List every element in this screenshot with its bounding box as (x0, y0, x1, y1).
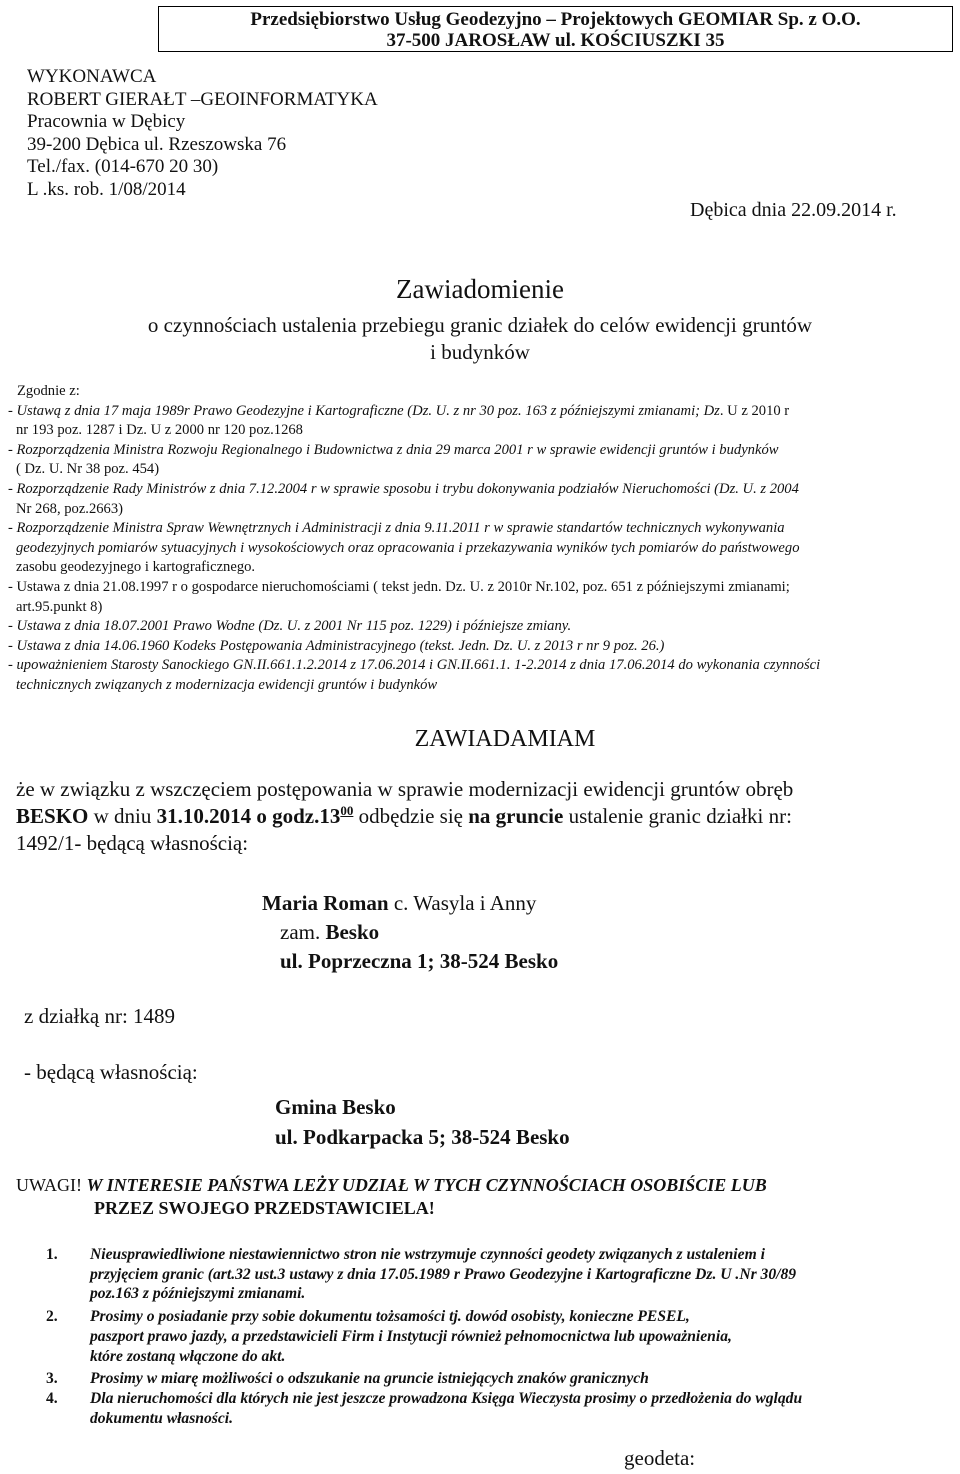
note-number: 4. (46, 1389, 58, 1407)
contractor-ref: L .ks. rob. 1/08/2014 (27, 178, 186, 200)
owner-1-parents: c. Wasyla i Anny (393, 891, 537, 915)
owner-1-town: Besko (325, 920, 380, 944)
contractor-phone: Tel./fax. (014-670 20 30) (27, 156, 219, 178)
legal-item-5: - Ustawa z dnia 21.08.1997 r o gospodarce nieruchomościami ( tekst jedn. Dz. U. z 2010r Nr.102, poz. 651 z późniejszymi zmianami; (8, 578, 790, 595)
note-number: 1. (46, 1246, 58, 1263)
legal-item-1-cont: nr 193 poz. 1287 i Dz. U z 2000 nr 120 poz.1268 (16, 422, 303, 439)
contractor-name: ROBERT GIERAŁT –GEOINFORMATYKA (27, 88, 378, 110)
legal-item-8-cont: technicznych związanych z modernizacja ewidencji gruntów i budynków (16, 676, 438, 693)
owner-2-street: ul. Podkarpacka 5; 38-524 Besko (275, 1125, 570, 1149)
subtitle-line2: i budynków (430, 340, 530, 364)
note-line: Prosimy w miarę możliwości o odszukanie na gruncie istniejących znaków granicznych (90, 1370, 649, 1388)
owner-2-name: Gmina Besko (275, 1095, 396, 1119)
company-header (158, 6, 953, 52)
legal-item-4-cont: geodezyjnych pomiarów sytuacyjnych i wysokościowych oraz opracowania i przekazywania wyników tych pomiarów do państwowego (16, 539, 800, 556)
body-minutes: 00 (340, 803, 354, 818)
signature-label: geodeta: (624, 1446, 696, 1470)
note-line: Prosimy o posiadanie przy sobie dokumentu tożsamości tj. dowód osobisty, konieczne PESEL, (90, 1308, 690, 1326)
document-subtitle (0, 312, 960, 366)
legal-item-2-cont: ( Dz. U. Nr 38 poz. 454) (16, 461, 160, 478)
legal-item-4: - Rozporządzenie Ministra Spraw Wewnętrznych i Administracji z dnia 9.11.2011 r w sprawie standartów technicznych wykonywania (8, 520, 785, 537)
warning-line1: W INTERESIE PAŃSTWA LEŻY UDZIAŁ W TYCH CZYNNOŚCIACH OSOBIŚCIE LUB (86, 1175, 767, 1195)
owner-1-res-label: zam. (280, 920, 321, 944)
company-name: Przedsiębiorstwo Usług Geodezyjno – Projektowych GEOMIAR Sp. z O.O. (250, 9, 861, 30)
note-line: poz.163 z późniejszymi zmianami. (90, 1285, 306, 1303)
notes-list (46, 1245, 950, 1428)
document-title: Zawiadomienie (396, 274, 564, 304)
warning-line2: PRZEZ SWOJEGO PRZEDSTAWICIELA! (94, 1198, 435, 1218)
note-line: Nieusprawiedliwione niestawiennictwo stron nie wstrzymuje czynności geodety związanych z ustaleniem i (90, 1246, 765, 1263)
note-line: dokumentu własności. (90, 1409, 233, 1427)
legal-item-1 (8, 402, 950, 422)
note-line: przyjęciem granic (art.32 ust.3 ustawy z dnia 17.05.1989 r Prawo Geodezyjne i Kartograficzne Dz. U .Nr 30/89 (90, 1265, 797, 1283)
body-takes-place: odbędzie się (358, 804, 463, 828)
legal-basis (8, 382, 950, 696)
legal-item-7: - Ustawa z dnia 14.06.1960 Kodeks Postępowania Administracyjnego (tekst. Jedn. Dz. U. z 2013 r nr 9 poz. 26.) (8, 637, 665, 654)
contractor-label: WYKONAWCA (27, 66, 157, 87)
subtitle-line1: o czynnościach ustalenia przebiegu granic działek do celów ewidencji gruntów (147, 313, 813, 337)
body-plot1: 1492/1- będącą własnością: (16, 831, 249, 855)
body-on-site: na gruncie (468, 804, 564, 828)
legal-item-6: - Ustawa z dnia 18.07.2001 Prawo Wodne (Dz. U. z 2001 Nr 115 poz. 1229) i późniejsze zmiany. (8, 618, 572, 635)
legal-item-4-cont2: zasobu geodezyjnego i kartograficznego. (16, 559, 256, 576)
contractor-block (27, 66, 378, 202)
owner-1-street: ul. Poprzeczna 1; 38-524 Besko (280, 949, 559, 973)
note-item (46, 1389, 950, 1428)
note-line: Dla nieruchomości dla których nie jest jeszcze prowadzona Księga Wieczysta prosimy o przedłożenia do wglądu (90, 1389, 803, 1407)
company-address: 37-500 JAROSŁAW ul. KOŚCIUSZKI 35 (386, 30, 725, 51)
contractor-address: 39-200 Dębica ul. Rzeszowska 76 (27, 133, 287, 155)
notice-body (16, 776, 950, 857)
legal-item-5-cont: art.95.punkt 8) (16, 598, 103, 615)
owner-2 (275, 1092, 570, 1152)
note-item (46, 1307, 950, 1366)
body-part2: ustalenie granic działki nr: (568, 804, 792, 828)
warning-label: UWAGI! (16, 1175, 82, 1195)
legal-item-8: - upoważnieniem Starosty Sanockiego GN.II.661.1.2.2014 z 17.06.2014 i GN.II.661.1. 1-2.2014 z dnia 17.06.2014 do wykonania czynności (8, 657, 821, 674)
body-place: BESKO (16, 804, 89, 828)
owned-by-label: - będącą własnością: (24, 1060, 198, 1084)
document-date: Dębica dnia 22.09.2014 r. (690, 199, 897, 221)
legal-item-3: - Rozporządzenie Rady Ministrów z dnia 7.12.2004 r w sprawie sposobu i trybu dokonywania podziałów Nieruchomości (Dz. U. z 2004 (8, 480, 799, 497)
legal-item-1-tail: . U z 2010 r (719, 402, 790, 419)
note-line: paszport prawo jazdy, a przedstawicieli Firm i Instytucji również pełnomocnictwa lub upoważnienia, (90, 1327, 732, 1345)
plot-2: z działką nr: 1489 (24, 1004, 176, 1028)
body-line2 (16, 803, 950, 830)
legal-item-3-cont: Nr 268, poz.2663) (16, 500, 124, 517)
legal-item-2: - Rozporządzenia Ministra Rozwoju Regionalnego i Budownictwa z dnia 29 marca 2001 r w sprawie ewidencji gruntów i budynków (8, 441, 779, 458)
note-number: 2. (46, 1308, 58, 1326)
body-line1: że w związku z wszczęciem postępowania w sprawie modernizacji ewidencji gruntów obręb (16, 777, 794, 801)
owner-1 (262, 889, 558, 976)
body-datetime: 31.10.2014 o godz.13 (156, 804, 341, 828)
note-number: 3. (46, 1370, 58, 1388)
note-item (46, 1369, 950, 1389)
owner-1-name: Maria Roman (262, 891, 389, 915)
note-item (46, 1245, 950, 1304)
legal-intro: Zgodnie z: (17, 383, 80, 399)
note-line: które zostaną włączone do akt. (90, 1347, 286, 1365)
contractor-office: Pracownia w Dębicy (27, 111, 186, 133)
legal-item-1-text: - Ustawą z dnia 17 maja 1989r Prawo Geodezyjne i Kartograficzne (Dz. U. z nr 30 poz. 163 z późniejszymi zmianami; Dz (8, 402, 720, 419)
notify-heading: ZAWIADAMIAM (414, 726, 596, 752)
warning-block (16, 1174, 946, 1220)
body-on-day: w dniu (93, 804, 152, 828)
